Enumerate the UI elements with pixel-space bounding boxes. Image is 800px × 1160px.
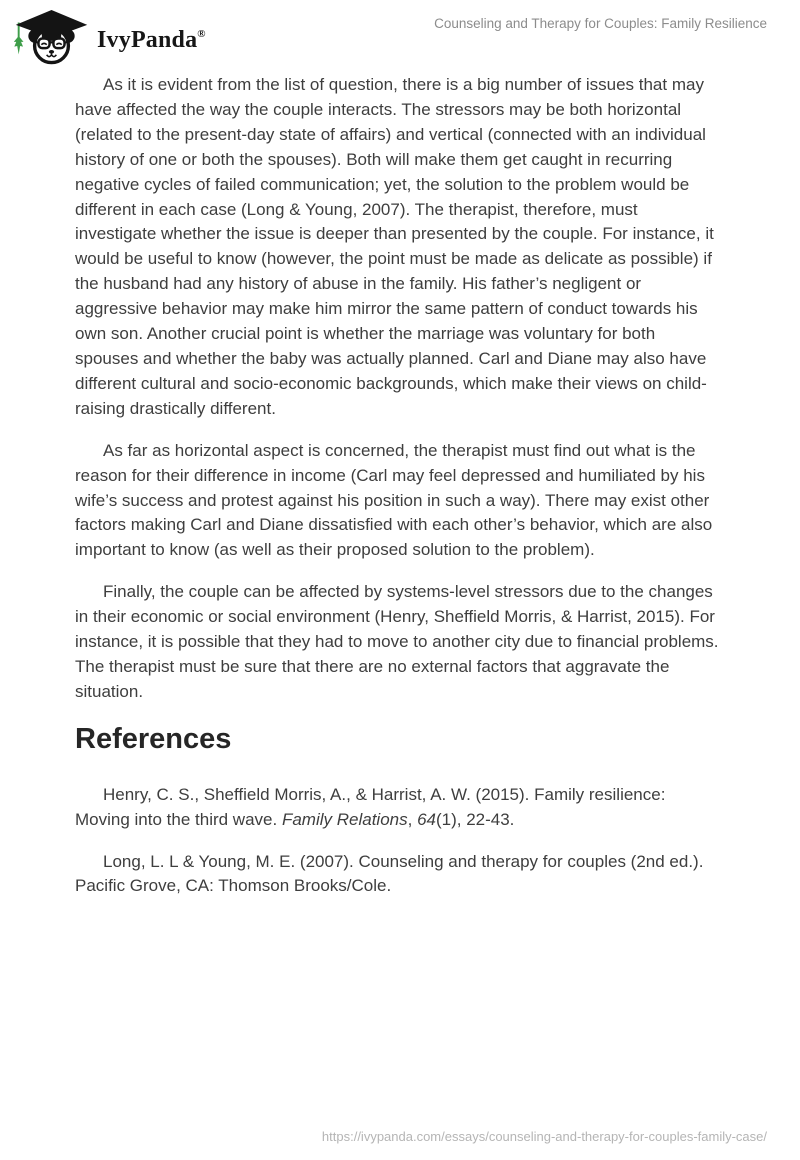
references-list [75, 783, 723, 900]
registered-trademark: ® [197, 28, 206, 40]
reference-entry: Henry, C. S., Sheffield Morris, A., & Harrist, A. W. (2015). Family resilience: Moving into the third wave. Family Relations, 64(1), 22-43. [75, 784, 666, 829]
references-heading: References [75, 722, 232, 755]
brand-name: IvyPanda® [97, 27, 206, 53]
paragraph: As far as horizontal aspect is concerned, the therapist must find out what is the reason for their difference in income (Carl may feel depressed and humiliated by his wife’s success and protest against his position in such a way). There may exist other factors making Carl and Diane dissatisfied with each other’s behavior, which are also important to know (as well as their proposed solution to the problem). [75, 440, 713, 560]
paragraph: As it is evident from the list of question, there is a big number of issues that may have affected the way the couple interacts. The stressors may be both horizontal (related to the present-day state of affairs) and vertical (connected with an individual history of one or both the spouses). Both will make them get caught in recurring negative cycles of failed communication; yet, the solution to the problem would be different in each case (Long & Young, 2007). The therapist, therefore, must investigate whether the issue is deeper than presented by the couple. For instance, it would be useful to know (however, the point must be made as delicate as possible) if the husband had any history of abuse in the family. His father’s negligent or aggressive behavior may make him mirror the same pattern of conduct towards his own son. Another crucial point is whether the marriage was voluntary for both spouses and whether the baby was actually planned. Carl and Diane may also have different cultural and socio-economic backgrounds, which make their views on child-raising drastically different. [75, 75, 714, 418]
brand [14, 6, 206, 68]
paragraph: Finally, the couple can be affected by systems-level stressors due to the changes in their economic or social environment (Henry, Sheffield Morris, & Harrist, 2015). For instance, it is possible that they had to move to another city due to financial problems. The therapist must be sure that there are no external factors that aggravate the situation. [75, 582, 719, 701]
reference-entry: Long, L. L & Young, M. E. (2007). Counseling and therapy for couples (2nd ed.). Pacific Grove, CA: Thomson Brooks/Cole. [75, 851, 704, 896]
page-header [0, 0, 800, 64]
document-title: Counseling and Therapy for Couples: Family Resilience [434, 16, 767, 31]
panda-graduate-logo-icon [14, 9, 89, 65]
source-url: https://ivypanda.com/essays/counseling-and-therapy-for-couples-family-case/ [321, 1129, 767, 1144]
essay-body [0, 64, 800, 899]
